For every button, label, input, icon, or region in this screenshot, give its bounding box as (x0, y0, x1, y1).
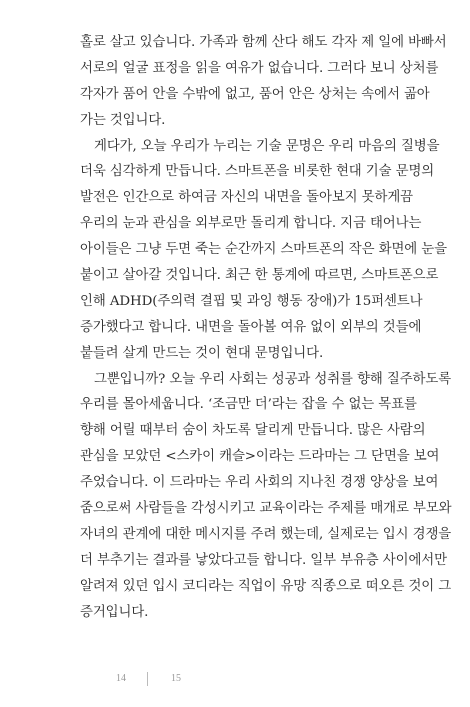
text-line: 관심을 모았던 <스카이 캐슬>이라는 드라마는 그 단면을 보여 (80, 449, 440, 465)
paragraph-1 (80, 30, 447, 134)
paragraph-3 (80, 367, 452, 626)
text-line: 각자가 품어 안을 수밖에 없고, 품어 안은 상처는 속에서 곪아 (80, 86, 430, 102)
page-divider (147, 672, 148, 686)
text-line: 붙들려 살게 만드는 것이 현대 문명입니다. (80, 345, 324, 361)
text-line: 아이들은 그냥 두면 죽는 순간까지 스마트폰의 작은 화면에 눈을 (80, 242, 447, 258)
text-line: 알려져 있던 입시 코디라는 직업이 유망 직종으로 떠오른 것이 그 (80, 578, 452, 594)
text-line: 주었습니다. 이 드라마는 우리 사회의 지나친 경쟁 양상을 보여 (80, 475, 439, 491)
text-line: 인해 ADHD(주의력 결핍 및 과잉 행동 장애)가 15퍼센트나 (80, 293, 423, 309)
text-line: 서로의 얼굴 표정을 읽을 여유가 없습니다. 그러다 보니 상처를 (80, 60, 439, 76)
page-footer (0, 669, 470, 689)
text-line: 증거입니다. (80, 604, 149, 620)
text-line: 더욱 심각하게 만듭니다. 스마트폰을 비롯한 현대 기술 문명의 (80, 164, 435, 180)
paragraph-2 (80, 134, 447, 367)
page-number-right: 15 (171, 673, 181, 684)
text-line: 자녀의 관계에 대한 메시지를 주려 했는데, 실제로는 입시 경쟁을 (80, 526, 452, 542)
text-line: 줌으로써 사람들을 각성시키고 교육이라는 주제를 매개로 부모와 (80, 501, 452, 517)
text-line: 붙이고 살아갈 것입니다. 최근 한 통계에 따르면, 스마트폰으로 (80, 268, 439, 284)
text-line: 증가했다고 합니다. 내면을 돌아볼 여유 없이 외부의 것들에 (80, 319, 422, 335)
text-line: 우리의 눈과 관심을 외부로만 돌리게 합니다. 지금 태어나는 (80, 216, 422, 232)
text-line: 향해 어릴 때부터 숨이 차도록 달리게 만듭니다. 많은 사람의 (80, 423, 426, 439)
text-line: 그뿐입니까? 오늘 우리 사회는 성공과 성취를 향해 질주하도록 (94, 371, 452, 387)
text-line: 가는 것입니다. (80, 112, 166, 128)
text-line: 홀로 살고 있습니다. 가족과 함께 산다 해도 각자 제 일에 바빠서 (80, 35, 447, 50)
text-line: 우리를 몰아세웁니다. ‘조금만 더’라는 잡을 수 없는 목표를 (80, 397, 417, 413)
text-line: 더 부추기는 결과를 낳았다고들 합니다. 일부 부유층 사이에서만 (80, 552, 447, 568)
text-line: 게다가, 오늘 우리가 누리는 기술 문명은 우리 마음의 질병을 (94, 138, 440, 154)
body-text (80, 30, 452, 625)
page-number-left: 14 (116, 673, 126, 684)
text-line: 발전은 인간으로 하여금 자신의 내면을 돌아보지 못하게끔 (80, 190, 413, 206)
